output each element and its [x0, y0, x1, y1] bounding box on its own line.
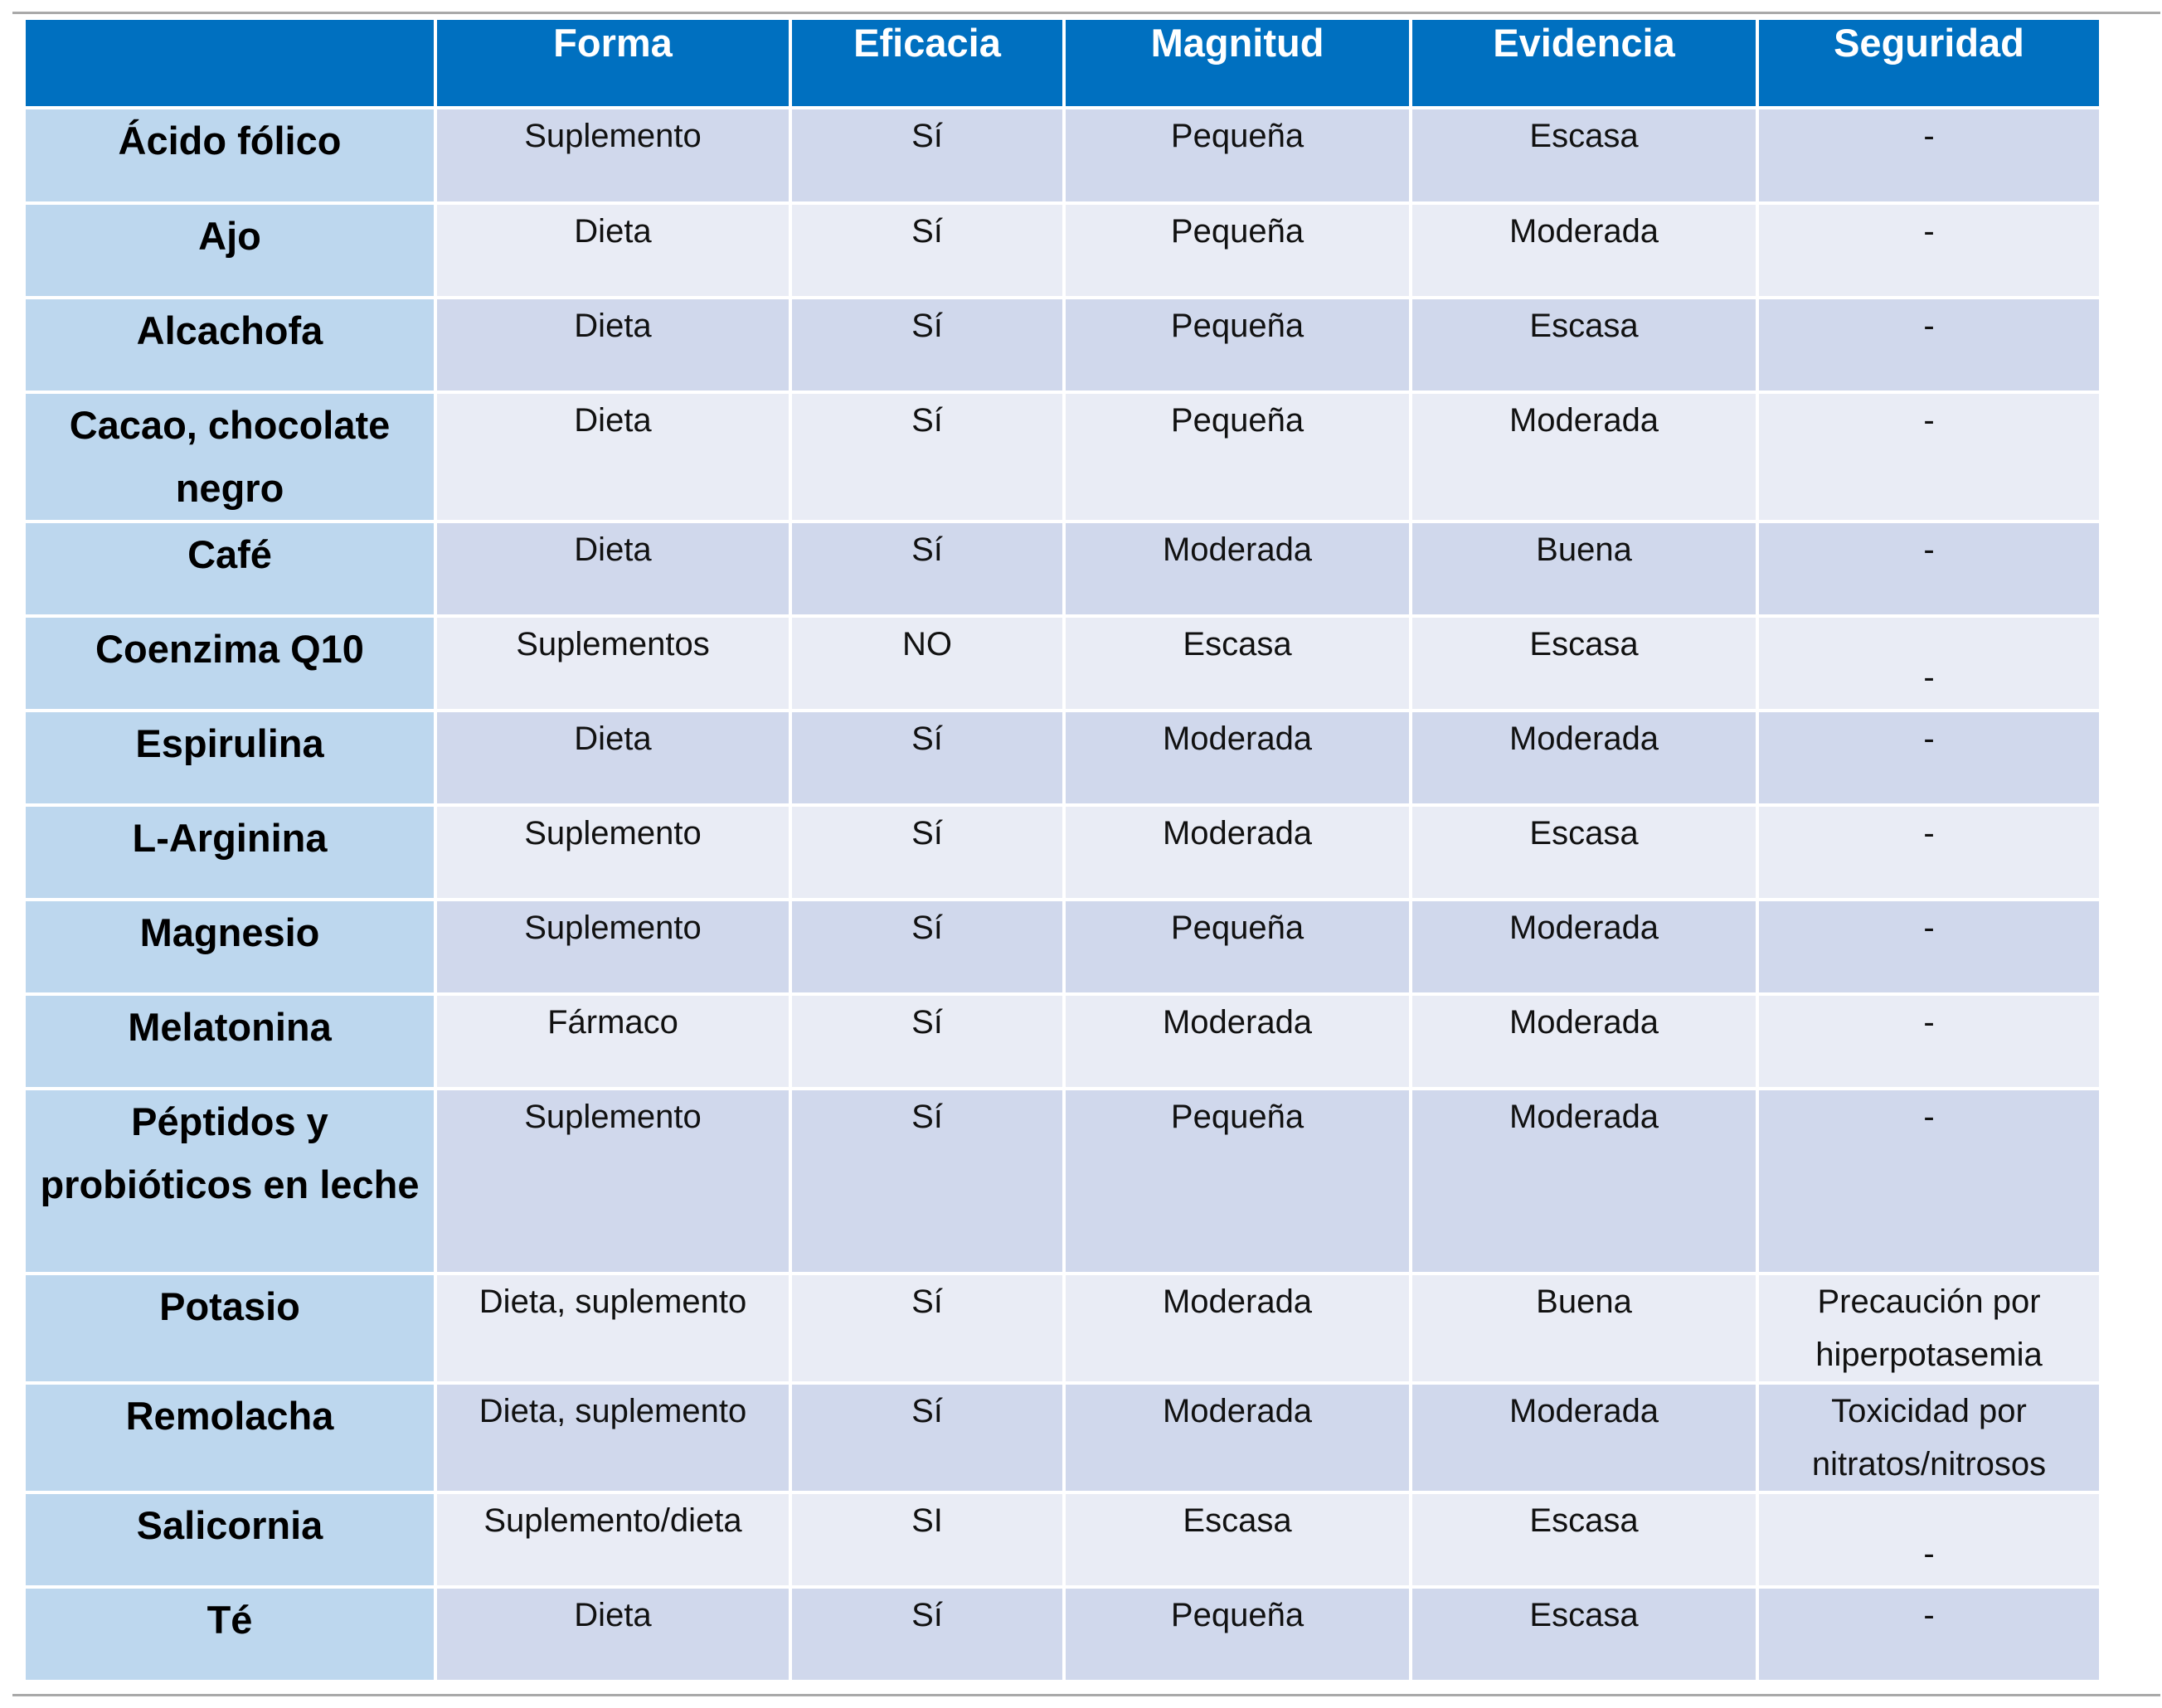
- eficacia-cell: Sí: [790, 1274, 1064, 1383]
- magnitud-cell: Pequeña: [1064, 1089, 1411, 1274]
- supplements-table: [22, 17, 2102, 1683]
- seguridad-cell: -: [1757, 1492, 2101, 1587]
- forma-cell: Dieta: [435, 1587, 790, 1681]
- row-label: Café: [24, 522, 435, 616]
- table-header-row: [24, 18, 2101, 108]
- row-label: Potasio: [24, 1274, 435, 1383]
- eficacia-cell: Sí: [790, 1383, 1064, 1492]
- table-row: [24, 805, 2101, 900]
- magnitud-cell: Moderada: [1064, 1383, 1411, 1492]
- table-row: [24, 900, 2101, 994]
- table-row: [24, 616, 2101, 711]
- row-label: Magnesio: [24, 900, 435, 994]
- seguridad-cell: -: [1757, 203, 2101, 298]
- forma-cell: Fármaco: [435, 994, 790, 1089]
- header-eficacia: Eficacia: [790, 18, 1064, 108]
- seguridad-cell: Toxicidad por nitratos/nitrosos: [1757, 1383, 2101, 1492]
- eficacia-cell: Sí: [790, 1587, 1064, 1681]
- forma-cell: Suplemento: [435, 805, 790, 900]
- header-forma: Forma: [435, 18, 790, 108]
- magnitud-cell: Pequeña: [1064, 203, 1411, 298]
- eficacia-cell: Sí: [790, 711, 1064, 805]
- row-label: Té: [24, 1587, 435, 1681]
- magnitud-cell: Moderada: [1064, 805, 1411, 900]
- row-label: Salicornia: [24, 1492, 435, 1587]
- bottom-rule: [12, 1694, 2160, 1696]
- seguridad-cell: -: [1757, 711, 2101, 805]
- evidencia-cell: Moderada: [1411, 392, 1757, 522]
- row-label: Ácido fólico: [24, 108, 435, 203]
- evidencia-cell: Escasa: [1411, 616, 1757, 711]
- table-row: [24, 1274, 2101, 1383]
- seguridad-cell: -: [1757, 522, 2101, 616]
- forma-cell: Suplemento: [435, 108, 790, 203]
- row-label: Cacao, chocolate negro: [24, 392, 435, 522]
- header-magnitud: Magnitud: [1064, 18, 1411, 108]
- forma-cell: Dieta: [435, 203, 790, 298]
- eficacia-cell: Sí: [790, 1089, 1064, 1274]
- eficacia-cell: Sí: [790, 298, 1064, 392]
- header-empty-cell: [24, 18, 435, 108]
- header-evidencia: Evidencia: [1411, 18, 1757, 108]
- seguridad-cell: -: [1757, 900, 2101, 994]
- evidencia-cell: Moderada: [1411, 1089, 1757, 1274]
- forma-cell: Dieta, suplemento: [435, 1274, 790, 1383]
- forma-cell: Dieta, suplemento: [435, 1383, 790, 1492]
- forma-cell: Dieta: [435, 298, 790, 392]
- row-label: Coenzima Q10: [24, 616, 435, 711]
- table-row: [24, 108, 2101, 203]
- evidencia-cell: Escasa: [1411, 1587, 1757, 1681]
- magnitud-cell: Moderada: [1064, 1274, 1411, 1383]
- evidencia-cell: Escasa: [1411, 108, 1757, 203]
- evidencia-cell: Moderada: [1411, 994, 1757, 1089]
- seguridad-cell: -: [1757, 1587, 2101, 1681]
- table-row: [24, 298, 2101, 392]
- forma-cell: Suplemento: [435, 1089, 790, 1274]
- row-label: Alcachofa: [24, 298, 435, 392]
- forma-cell: Dieta: [435, 711, 790, 805]
- magnitud-cell: Escasa: [1064, 1492, 1411, 1587]
- seguridad-cell: -: [1757, 1089, 2101, 1274]
- table-row: [24, 711, 2101, 805]
- table-row: [24, 1383, 2101, 1492]
- magnitud-cell: Moderada: [1064, 711, 1411, 805]
- eficacia-cell: SI: [790, 1492, 1064, 1587]
- forma-cell: Suplemento/dieta: [435, 1492, 790, 1587]
- evidencia-cell: Escasa: [1411, 1492, 1757, 1587]
- seguridad-cell: -: [1757, 392, 2101, 522]
- eficacia-cell: Sí: [790, 994, 1064, 1089]
- evidencia-cell: Escasa: [1411, 805, 1757, 900]
- eficacia-cell: Sí: [790, 392, 1064, 522]
- evidencia-cell: Moderada: [1411, 203, 1757, 298]
- magnitud-cell: Moderada: [1064, 994, 1411, 1089]
- eficacia-cell: Sí: [790, 203, 1064, 298]
- eficacia-cell: Sí: [790, 108, 1064, 203]
- row-label: Ajo: [24, 203, 435, 298]
- magnitud-cell: Pequeña: [1064, 298, 1411, 392]
- row-label: L-Arginina: [24, 805, 435, 900]
- evidencia-cell: Buena: [1411, 522, 1757, 616]
- eficacia-cell: Sí: [790, 900, 1064, 994]
- forma-cell: Dieta: [435, 392, 790, 522]
- magnitud-cell: Pequeña: [1064, 392, 1411, 522]
- top-rule: [12, 12, 2160, 14]
- seguridad-cell: -: [1757, 616, 2101, 711]
- table-row: [24, 392, 2101, 522]
- evidencia-cell: Moderada: [1411, 1383, 1757, 1492]
- row-label: Péptidos y probióticos en leche: [24, 1089, 435, 1274]
- evidencia-cell: Moderada: [1411, 711, 1757, 805]
- seguridad-cell: -: [1757, 994, 2101, 1089]
- seguridad-cell: Precaución por hiperpotasemia: [1757, 1274, 2101, 1383]
- eficacia-cell: Sí: [790, 522, 1064, 616]
- table-row: [24, 1587, 2101, 1681]
- seguridad-cell: -: [1757, 108, 2101, 203]
- eficacia-cell: Sí: [790, 805, 1064, 900]
- row-label: Melatonina: [24, 994, 435, 1089]
- table-row: [24, 1089, 2101, 1274]
- seguridad-cell: -: [1757, 805, 2101, 900]
- row-label: Remolacha: [24, 1383, 435, 1492]
- eficacia-cell: NO: [790, 616, 1064, 711]
- magnitud-cell: Escasa: [1064, 616, 1411, 711]
- forma-cell: Dieta: [435, 522, 790, 616]
- magnitud-cell: Pequeña: [1064, 900, 1411, 994]
- evidencia-cell: Moderada: [1411, 900, 1757, 994]
- header-seguridad: Seguridad: [1757, 18, 2101, 108]
- table-row: [24, 203, 2101, 298]
- table-row: [24, 522, 2101, 616]
- forma-cell: Suplemento: [435, 900, 790, 994]
- row-label: Espirulina: [24, 711, 435, 805]
- magnitud-cell: Pequeña: [1064, 108, 1411, 203]
- table-row: [24, 994, 2101, 1089]
- forma-cell: Suplementos: [435, 616, 790, 711]
- magnitud-cell: Moderada: [1064, 522, 1411, 616]
- evidencia-cell: Buena: [1411, 1274, 1757, 1383]
- table-row: [24, 1492, 2101, 1587]
- evidencia-cell: Escasa: [1411, 298, 1757, 392]
- magnitud-cell: Pequeña: [1064, 1587, 1411, 1681]
- seguridad-cell: -: [1757, 298, 2101, 392]
